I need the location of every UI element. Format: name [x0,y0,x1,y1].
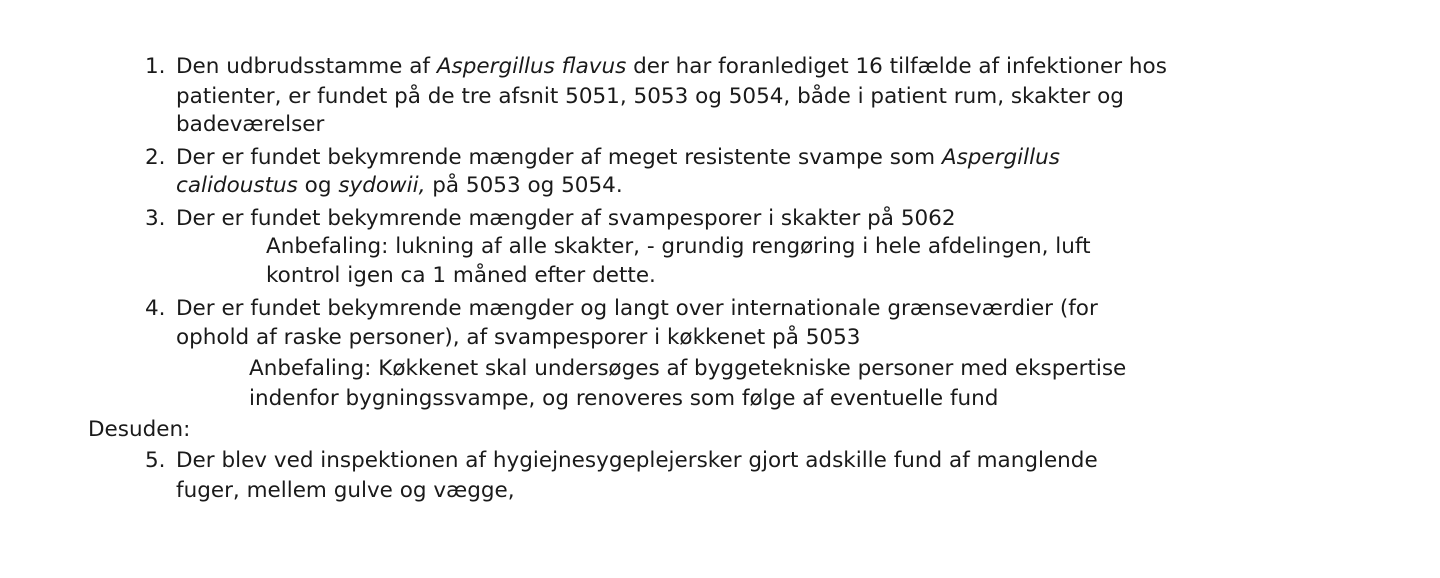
recommendation-text: Anbefaling: Køkkenet skal undersøges af byggetekniske personer med ekspertise [249,356,1127,381]
species-name: calidoustus [176,173,298,198]
list-item-text [176,173,623,199]
section-label: Desuden: [88,417,191,442]
list-number: 3. [145,206,166,231]
list-number: 1. [145,54,166,79]
text: der har foranlediget 16 tilfælde af infektioner hos [626,54,1167,79]
list-item-text [176,145,1060,171]
recommendation-text: kontrol igen ca 1 måned efter dette. [266,263,656,288]
text: på 5053 og 5054. [425,173,623,198]
species-name: Aspergillus flavus [436,54,627,79]
list-item-text: ophold af raske personer), af svampesporer i køkkenet på 5053 [176,325,861,350]
list-number: 2. [145,145,166,170]
list-item-text: Der blev ved inspektionen af hygiejnesygeplejersker gjort adskille fund af manglende [176,448,1098,473]
list-item-text: Der er fundet bekymrende mængder af svampesporer i skakter på 5062 [176,206,956,231]
text: Der er fundet bekymrende mængder af meget resistente svampe som [176,145,942,170]
list-item-text: patienter, er fundet på de tre afsnit 5051, 5053 og 5054, både i patient rum, skakter og [176,84,1124,109]
list-item-text: fuger, mellem gulve og vægge, [176,478,515,503]
text: Den udbrudsstamme af [176,54,437,79]
list-number: 4. [145,296,166,321]
text: og [297,173,339,198]
list-item-text [176,54,1167,80]
recommendation-text: Anbefaling: lukning af alle skakter, - grundig rengøring i hele afdelingen, luft [266,234,1091,259]
list-number: 5. [145,448,166,473]
list-item-text: badeværelser [176,112,325,137]
list-item-text: Der er fundet bekymrende mængder og langt over internationale grænseværdier (for [176,296,1098,321]
species-name: Aspergillus [941,145,1060,170]
recommendation-text: indenfor bygningssvampe, og renoveres som følge af eventuelle fund [249,386,999,411]
species-name: sydowii, [338,173,426,198]
